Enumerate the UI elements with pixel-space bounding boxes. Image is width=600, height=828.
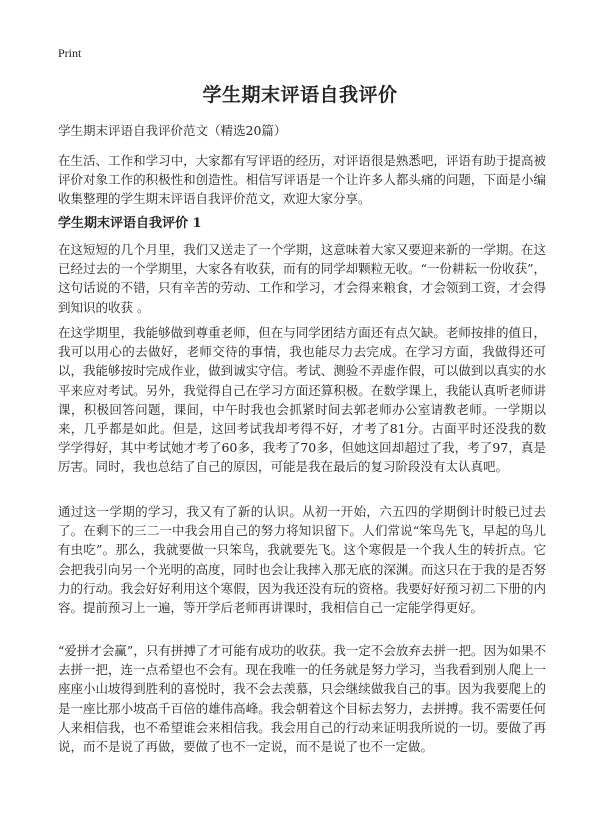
body-paragraph-2: 在这学期里，我能够做到尊重老师，但在与同学团结方面还有点欠缺。老师按排的值日，我可以用心的去做好，老师交待的事情，我也能尽力去完成。在学习方面，我做得还可以，我能够按时完成作业，做到诚实守信。考试、测验不弄虚作假，可以做到以真实的水平来应对考试。另外，我觉得自己在学习方面还算积极。在数学课上，我能认真听老师讲课，积极回答问题，课间，中午时我也会抓紧时间去郭老师办公室请教老师。一学期以来，几乎都是如此。但是，这回考试我却考得不好，才考了81分。古面平时还没我的数学学得好，其中考试她才考了60多，我考了70多，但她这回却超过了我，考了97，真是厉害。同时，我也总结了自己的原因，可能是我在最后的复习阶段没有太认真吧。 [58,325,546,475]
body-paragraph-3: 通过这一学期的学习，我又有了新的认识。从初一开始，六五四的学期倒计时般已过去了。在剩下的三二一中我会用自己的努力将知识留下。人们常说“笨鸟先飞，早起的鸟儿有虫吃”。那么，我就要做一只笨鸟，我就要先飞。这个寒假是一个我人生的转折点。它会把我引向另一个光明的高度，同时也会让我摔入那无底的深渊。而这只在于我的是否努力的行动。我会好好利用这个寒假，因为我还没有玩的资格。我要好好预习初二下册的内容。提前预习上一遍，等开学后老师再讲课时，我相信自己一定能学得更好。 [58,504,546,616]
body-paragraph-1: 在这短短的几个月里，我们又送走了一个学期，这意味着大家又要迎来新的一学期。在这已经过去的一个学期里，大家各有收获，而有的同学却颗粒无收。“一份耕耘一份收获”，这句话说的不错，只有辛苦的劳动、工作和学习，才会得来粮食，才会领到工资，才会得到知识的收获 。 [58,242,546,315]
document-subtitle: 学生期末评语自我评价范文（精选20篇） [58,123,287,138]
section-heading: 学生期末评语自我评价 1 [58,216,202,231]
print-link[interactable]: Print [58,46,82,60]
body-paragraph-4: “爱拼才会赢”，只有拼搏了才可能有成功的收获。我一定不会放弃去拼一把。因为如果不去拼一把，连一点希望也不会有。现在我唯一的任务就是努力学习，当我看到别人爬上一座座小山坡得到胜利的喜悦时，我不会去羡慕，只会继续做我自己的事。因为我要爬上的是一座比那小坡高千百倍的雄伟高峰。我会朝着这个目标去努力，去拼搏。我不需要任何人来相信我，也不希望谁会来相信我。我会用自己的行动来证明我所说的一切。要做了再说，而不是说了再做，要做了也不一定说，而不是说了也不一定做。 [58,643,546,755]
intro-paragraph: 在生活、工作和学习中，大家都有写评语的经历，对评语很是熟悉吧，评语有助于提高被评价对象工作的积极性和创造性。相信写评语是一个让许多人都头痛的问题，下面是小编收集整理的学生期末评语自我评价范文，欢迎大家分享。 [58,153,546,207]
page-title: 学生期末评语自我评价 [202,84,398,106]
